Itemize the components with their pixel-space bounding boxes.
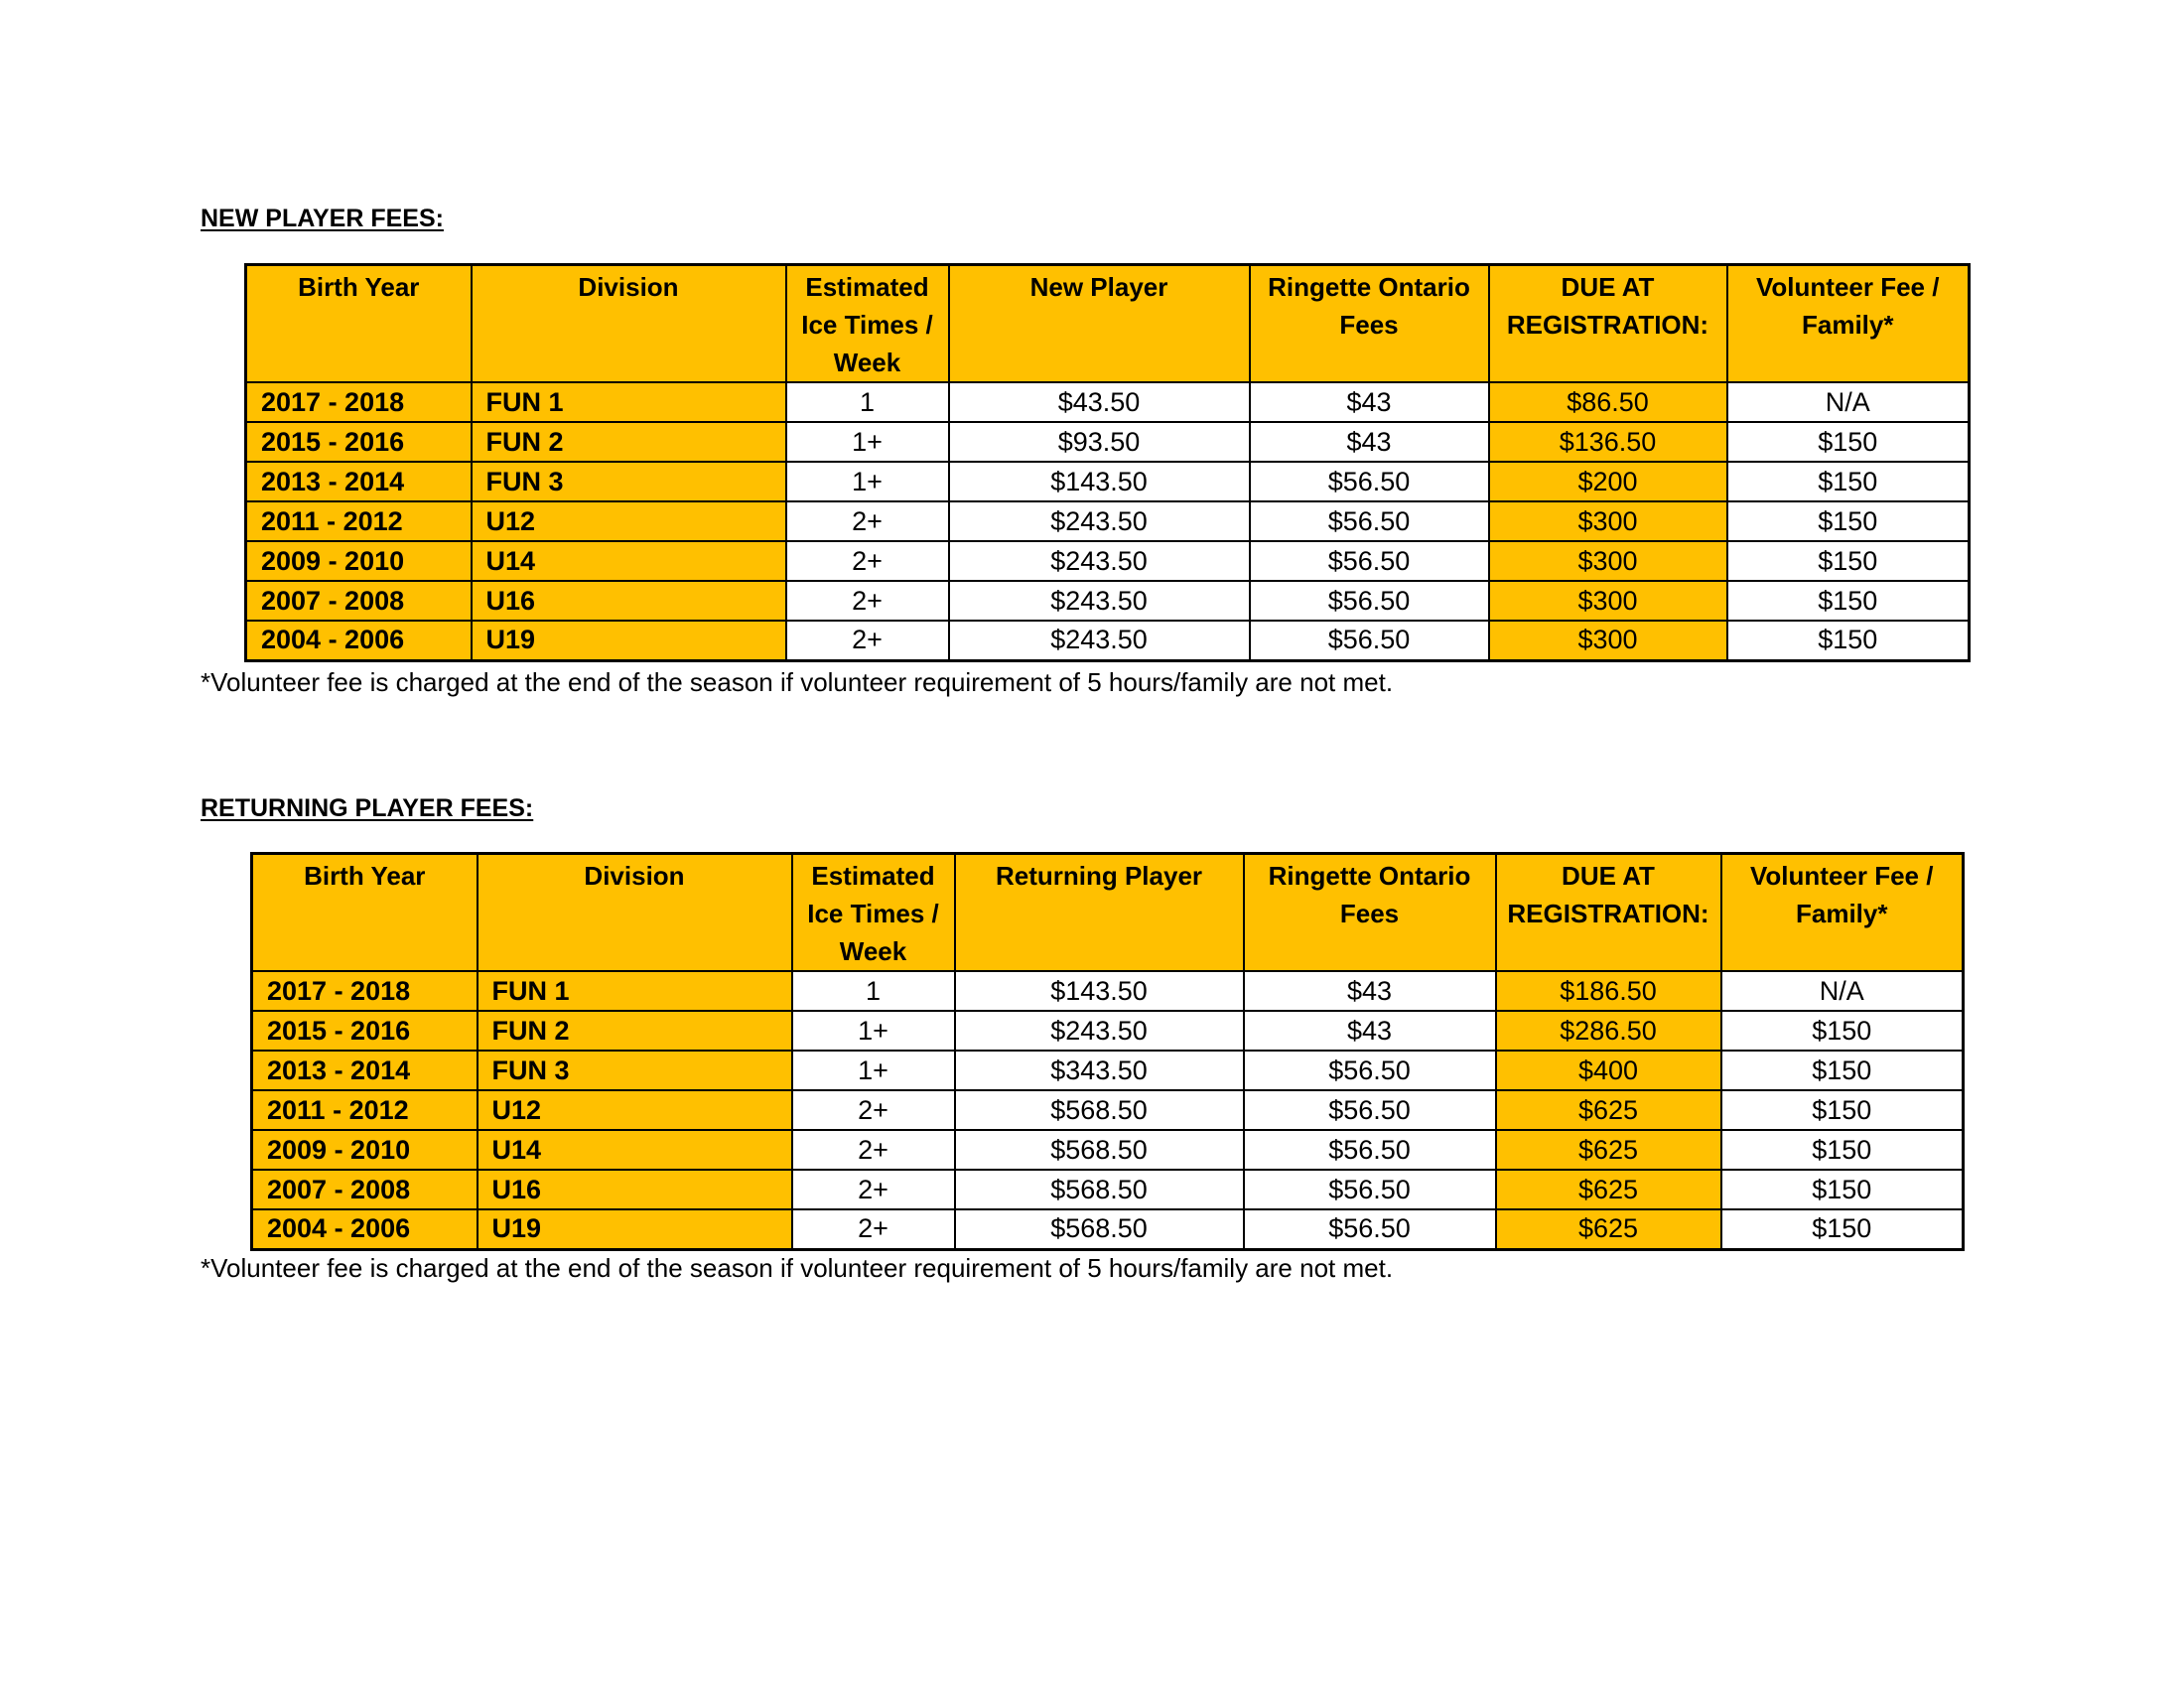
cell-ringette-fee: $43 (1244, 1011, 1496, 1051)
cell-division: U16 (478, 1170, 792, 1209)
cell-birth-year: 2009 - 2010 (246, 541, 472, 581)
cell-due-at-registration: $136.50 (1489, 422, 1727, 462)
cell-ringette-fee: $56.50 (1250, 581, 1489, 621)
cell-volunteer-fee: N/A (1727, 382, 1970, 422)
cell-ice-times: 1+ (792, 1011, 955, 1051)
returning-fees-title: RETURNING PLAYER FEES: (201, 794, 534, 822)
cell-due-at-registration: $300 (1489, 541, 1727, 581)
cell-due-at-registration: $200 (1489, 462, 1727, 501)
cell-division: U16 (472, 581, 786, 621)
cell-volunteer-fee: $150 (1721, 1090, 1964, 1130)
cell-player-fee: $243.50 (949, 501, 1250, 541)
cell-birth-year: 2013 - 2014 (252, 1051, 478, 1090)
cell-birth-year: 2011 - 2012 (252, 1090, 478, 1130)
cell-division: FUN 2 (472, 422, 786, 462)
header-returning-player: Returning Player (955, 854, 1244, 972)
table-row (246, 501, 1970, 541)
cell-division: U12 (472, 501, 786, 541)
cell-ice-times: 1+ (792, 1051, 955, 1090)
table-row (252, 1130, 1964, 1170)
cell-volunteer-fee: $150 (1727, 541, 1970, 581)
table-row (246, 621, 1970, 660)
cell-volunteer-fee: $150 (1721, 1051, 1964, 1090)
cell-player-fee: $568.50 (955, 1209, 1244, 1249)
cell-ringette-fee: $56.50 (1244, 1051, 1496, 1090)
cell-player-fee: $343.50 (955, 1051, 1244, 1090)
table-row (252, 1209, 1964, 1249)
returning-fees-table (250, 852, 1965, 1251)
table-row (246, 581, 1970, 621)
cell-ice-times: 2+ (792, 1130, 955, 1170)
cell-player-fee: $243.50 (949, 581, 1250, 621)
cell-ice-times: 2+ (792, 1090, 955, 1130)
cell-ice-times: 1+ (786, 462, 949, 501)
cell-due-at-registration: $400 (1496, 1051, 1721, 1090)
cell-player-fee: $568.50 (955, 1090, 1244, 1130)
cell-ice-times: 2+ (786, 621, 949, 660)
cell-division: U19 (472, 621, 786, 660)
table-row (252, 1090, 1964, 1130)
cell-volunteer-fee: $150 (1727, 621, 1970, 660)
cell-due-at-registration: $286.50 (1496, 1011, 1721, 1051)
header-birth-year: Birth Year (252, 854, 478, 972)
cell-due-at-registration: $186.50 (1496, 971, 1721, 1011)
header-due-at-registration: DUE AT REGISTRATION: (1489, 265, 1727, 383)
cell-ringette-fee: $56.50 (1250, 621, 1489, 660)
cell-ringette-fee: $56.50 (1244, 1170, 1496, 1209)
table-row (252, 1051, 1964, 1090)
cell-due-at-registration: $625 (1496, 1090, 1721, 1130)
cell-ice-times: 2+ (786, 501, 949, 541)
cell-birth-year: 2013 - 2014 (246, 462, 472, 501)
cell-ringette-fee: $43 (1250, 422, 1489, 462)
cell-due-at-registration: $625 (1496, 1209, 1721, 1249)
cell-division: U19 (478, 1209, 792, 1249)
table-row (246, 422, 1970, 462)
cell-due-at-registration: $300 (1489, 501, 1727, 541)
cell-ice-times: 1 (786, 382, 949, 422)
table-row (246, 462, 1970, 501)
cell-birth-year: 2011 - 2012 (246, 501, 472, 541)
header-ringette-fees: Ringette Ontario Fees (1244, 854, 1496, 972)
header-due-at-registration: DUE AT REGISTRATION: (1496, 854, 1721, 972)
cell-due-at-registration: $300 (1489, 621, 1727, 660)
cell-ice-times: 2+ (786, 581, 949, 621)
cell-due-at-registration: $86.50 (1489, 382, 1727, 422)
cell-birth-year: 2017 - 2018 (252, 971, 478, 1011)
cell-ringette-fee: $43 (1244, 971, 1496, 1011)
cell-ice-times: 1 (792, 971, 955, 1011)
table-header-row (252, 854, 1964, 972)
cell-ice-times: 2+ (792, 1170, 955, 1209)
table-header-row (246, 265, 1970, 383)
cell-birth-year: 2009 - 2010 (252, 1130, 478, 1170)
cell-player-fee: $43.50 (949, 382, 1250, 422)
cell-birth-year: 2015 - 2016 (252, 1011, 478, 1051)
cell-volunteer-fee: $150 (1721, 1130, 1964, 1170)
table-row (246, 541, 1970, 581)
header-ringette-fees: Ringette Ontario Fees (1250, 265, 1489, 383)
cell-player-fee: $93.50 (949, 422, 1250, 462)
cell-due-at-registration: $625 (1496, 1170, 1721, 1209)
cell-birth-year: 2004 - 2006 (252, 1209, 478, 1249)
cell-birth-year: 2004 - 2006 (246, 621, 472, 660)
cell-due-at-registration: $300 (1489, 581, 1727, 621)
cell-player-fee: $568.50 (955, 1130, 1244, 1170)
cell-birth-year: 2017 - 2018 (246, 382, 472, 422)
cell-volunteer-fee: $150 (1721, 1011, 1964, 1051)
returning-fees-footnote: *Volunteer fee is charged at the end of the season if volunteer requirement of 5 hours/family are not met. (201, 1253, 1394, 1283)
cell-division: FUN 3 (478, 1051, 792, 1090)
header-ice-times: Estimated Ice Times / Week (786, 265, 949, 383)
cell-player-fee: $143.50 (955, 971, 1244, 1011)
cell-division: U14 (478, 1130, 792, 1170)
cell-ringette-fee: $43 (1250, 382, 1489, 422)
cell-ringette-fee: $56.50 (1244, 1090, 1496, 1130)
cell-ice-times: 2+ (786, 541, 949, 581)
header-volunteer-fee: Volunteer Fee / Family* (1721, 854, 1964, 972)
cell-ice-times: 2+ (792, 1209, 955, 1249)
table-row (252, 1011, 1964, 1051)
cell-ringette-fee: $56.50 (1250, 541, 1489, 581)
cell-birth-year: 2007 - 2008 (252, 1170, 478, 1209)
new-fees-title: NEW PLAYER FEES: (201, 205, 444, 232)
cell-volunteer-fee: $150 (1727, 462, 1970, 501)
table-row (252, 971, 1964, 1011)
cell-volunteer-fee: $150 (1721, 1170, 1964, 1209)
cell-volunteer-fee: $150 (1727, 501, 1970, 541)
cell-due-at-registration: $625 (1496, 1130, 1721, 1170)
cell-division: U14 (472, 541, 786, 581)
cell-player-fee: $143.50 (949, 462, 1250, 501)
header-new-player: New Player (949, 265, 1250, 383)
new-fees-footnote: *Volunteer fee is charged at the end of the season if volunteer requirement of 5 hours/family are not met. (201, 667, 1394, 697)
cell-player-fee: $243.50 (955, 1011, 1244, 1051)
cell-division: FUN 3 (472, 462, 786, 501)
cell-division: FUN 1 (472, 382, 786, 422)
header-birth-year: Birth Year (246, 265, 472, 383)
cell-ice-times: 1+ (786, 422, 949, 462)
cell-player-fee: $568.50 (955, 1170, 1244, 1209)
cell-birth-year: 2007 - 2008 (246, 581, 472, 621)
cell-division: FUN 1 (478, 971, 792, 1011)
cell-player-fee: $243.50 (949, 541, 1250, 581)
table-row (246, 382, 1970, 422)
new-fees-table (244, 263, 1971, 662)
table-row (252, 1170, 1964, 1209)
cell-volunteer-fee: $150 (1721, 1209, 1964, 1249)
cell-ringette-fee: $56.50 (1250, 501, 1489, 541)
cell-volunteer-fee: $150 (1727, 581, 1970, 621)
cell-ringette-fee: $56.50 (1250, 462, 1489, 501)
cell-division: FUN 2 (478, 1011, 792, 1051)
cell-volunteer-fee: N/A (1721, 971, 1964, 1011)
cell-ringette-fee: $56.50 (1244, 1130, 1496, 1170)
header-division: Division (478, 854, 792, 972)
cell-ringette-fee: $56.50 (1244, 1209, 1496, 1249)
header-division: Division (472, 265, 786, 383)
header-volunteer-fee: Volunteer Fee / Family* (1727, 265, 1970, 383)
header-ice-times: Estimated Ice Times / Week (792, 854, 955, 972)
cell-birth-year: 2015 - 2016 (246, 422, 472, 462)
cell-volunteer-fee: $150 (1727, 422, 1970, 462)
cell-division: U12 (478, 1090, 792, 1130)
cell-player-fee: $243.50 (949, 621, 1250, 660)
